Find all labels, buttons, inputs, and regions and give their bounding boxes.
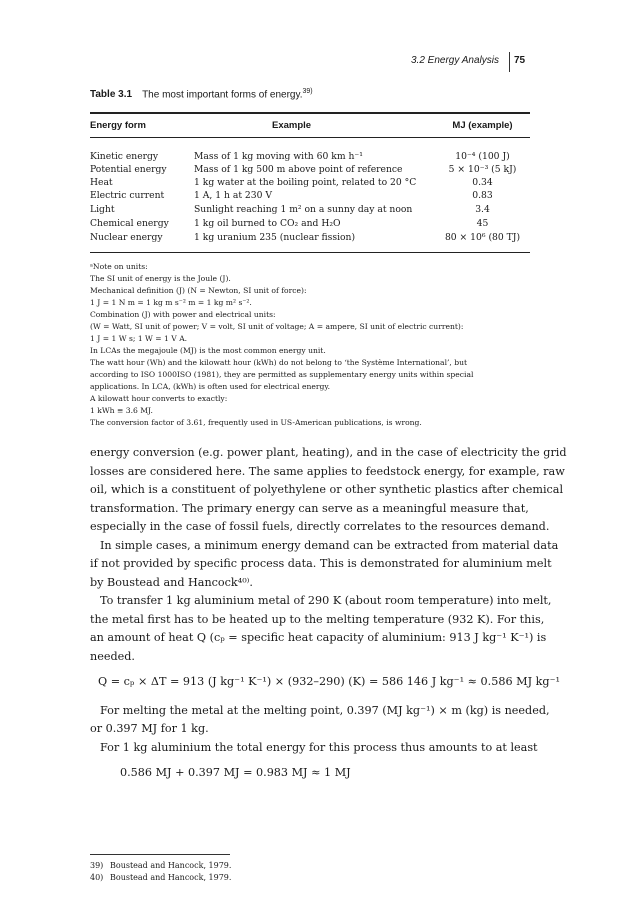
table-header-rule: [90, 137, 530, 138]
cell-energy-form: Chemical energy: [90, 218, 169, 229]
cell-example: Mass of 1 kg moving with 60 km h⁻¹: [194, 151, 363, 162]
section-title: 3.2 Energy Analysis: [410, 55, 499, 66]
body-line: In simple cases, a minimum energy demand can be extracted from material data: [100, 539, 559, 552]
body-line: energy conversion (e.g. power plant, heating), and in the case of electricity the grid: [90, 446, 567, 459]
table-note-line: The conversion factor of 3.61, frequently used in US-American publications, is wrong.: [90, 418, 422, 427]
column-header-mj: MJ (example): [452, 120, 513, 131]
table-row: [90, 204, 530, 215]
equation-heat: Q = cₚ × ΔT = 913 (J kg⁻¹ K⁻¹) × (932–290) (K) = 586 146 J kg⁻¹ ≈ 0.586 MJ kg⁻¹: [98, 675, 560, 688]
cell-energy-form: Nuclear energy: [90, 232, 163, 243]
header-divider: [509, 52, 510, 72]
table-label: Table 3.1: [90, 89, 133, 101]
table-row: [90, 177, 530, 188]
body-line: For 1 kg aluminium the total energy for this process thus amounts to at least: [100, 741, 538, 754]
body-line: losses are considered here. The same applies to feedstock energy, for example, raw: [90, 465, 565, 478]
page-number: 75: [514, 55, 526, 66]
table-note-line: (W = Watt, SI unit of power; V = volt, SI unit of voltage; A = ampere, SI unit of electric current):: [90, 322, 464, 331]
cell-mj: 45: [476, 218, 489, 229]
cell-mj: 3.4: [475, 204, 490, 215]
body-line: especially in the case of fossil fuels, directly correlates to the resources demand.: [90, 520, 550, 533]
table-note-line: according to ISO 1000ISO (1981), they are permitted as supplementary energy units within special: [90, 370, 474, 379]
column-header-energy-form: Energy form: [90, 120, 146, 131]
footnote-rule: [90, 854, 230, 855]
cell-energy-form: Heat: [90, 177, 113, 188]
footnote-text: Boustead and Hancock, 1979.: [110, 861, 232, 870]
cell-example: Mass of 1 kg 500 m above point of reference: [194, 164, 403, 175]
cell-mj: 5 × 10⁻³ (5 kJ): [448, 164, 517, 175]
table-note-line: In LCAs the megajoule (MJ) is the most common energy unit.: [90, 346, 326, 355]
running-header: [405, 52, 525, 72]
cell-mj: 10⁻⁴ (100 J): [455, 151, 510, 162]
table-note-line: ᵃNote on units:: [90, 262, 148, 271]
body-line: an amount of heat Q (cₚ = specific heat capacity of aluminium: 913 J kg⁻¹ K⁻¹) is: [90, 631, 547, 644]
cell-example: 1 kg oil burned to CO₂ and H₂O: [194, 218, 341, 229]
table-row: [90, 151, 530, 162]
table-caption: [90, 88, 313, 100]
footnote-number: 39): [90, 861, 104, 870]
body-line: oil, which is a constituent of polyethylene or other synthetic plastics after chemical: [90, 483, 564, 496]
table-row: [90, 190, 530, 201]
body-line: needed.: [90, 650, 135, 663]
cell-energy-form: Kinetic energy: [90, 151, 159, 162]
footnote-number: 40): [90, 873, 104, 882]
table-note-line: Combination (J) with power and electrical units:: [90, 310, 276, 319]
column-header-example: Example: [272, 120, 312, 131]
table-note-line: 1 J = 1 W s; 1 W = 1 V A.: [90, 334, 188, 343]
body-line: by Boustead and Hancock⁴⁰⁾.: [90, 576, 253, 589]
table-bottom-rule: [90, 252, 530, 253]
cell-energy-form: Potential energy: [90, 164, 167, 175]
cell-example: 1 kg water at the boiling point, related to 20 °C: [194, 177, 417, 188]
table-note-line: Mechanical definition (J) (N = Newton, SI unit of force):: [90, 286, 307, 295]
table-top-rule: [90, 112, 530, 114]
table-note-line: The watt hour (Wh) and the kilowatt hour (kWh) do not belong to ‘the Système International’, but: [90, 358, 468, 367]
cell-energy-form: Light: [90, 204, 115, 215]
body-line: if not provided by specific process data. This is demonstrated for aluminium melt: [90, 557, 552, 570]
body-line: transformation. The primary energy can serve as a meaningful measure that,: [90, 502, 529, 515]
table-row: [90, 218, 530, 229]
cell-mj: 0.34: [472, 177, 493, 188]
body-line: To transfer 1 kg aluminium metal of 290 K (about room temperature) into melt,: [100, 594, 552, 607]
cell-mj: 0.83: [472, 190, 493, 201]
body-line: or 0.397 MJ for 1 kg.: [90, 722, 209, 735]
body-line: the metal first has to be heated up to the melting temperature (932 K). For this,: [90, 613, 545, 626]
table-note-line: A kilowatt hour converts to exactly:: [90, 394, 228, 403]
cell-example: 1 A, 1 h at 230 V: [194, 190, 273, 201]
table-caption-text: The most important forms of energy.: [142, 89, 303, 101]
table-row: [90, 232, 530, 243]
table-note-line: applications. In LCA, (kWh) is often used for electrical energy.: [90, 382, 331, 391]
table-caption-ref: 39): [302, 88, 313, 95]
cell-mj: 80 × 10⁶ (80 TJ): [444, 232, 521, 243]
footnote-text: Boustead and Hancock, 1979.: [110, 873, 232, 882]
table-note-line: 1 J = 1 N m = 1 kg m s⁻² m = 1 kg m² s⁻².: [90, 298, 252, 307]
cell-example: Sunlight reaching 1 m² on a sunny day at noon: [194, 204, 413, 215]
table-row: [90, 164, 530, 175]
footnote: [90, 861, 231, 870]
footnote: [90, 873, 231, 882]
table-note-line: The SI unit of energy is the Joule (J).: [90, 274, 231, 283]
cell-energy-form: Electric current: [90, 190, 165, 201]
cell-example: 1 kg uranium 235 (nuclear fission): [194, 232, 356, 243]
equation-total: 0.586 MJ + 0.397 MJ = 0.983 MJ ≈ 1 MJ: [120, 766, 351, 779]
table-note-line: 1 kWh ≡ 3.6 MJ.: [90, 406, 153, 415]
body-line: For melting the metal at the melting point, 0.397 (MJ kg⁻¹) × m (kg) is needed,: [100, 704, 550, 717]
